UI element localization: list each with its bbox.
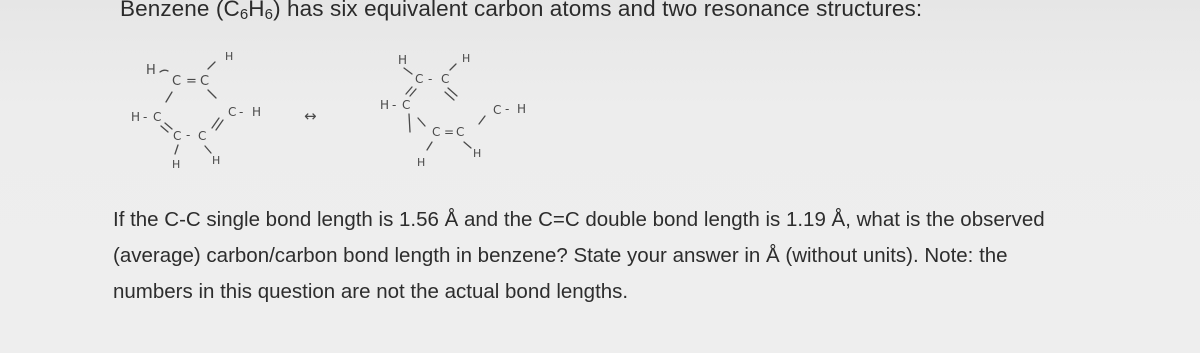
- bond-line: [427, 142, 432, 150]
- atom-c: C: [198, 129, 207, 143]
- heading-suffix: ) has six equivalent carbon atoms and two resonance structures:: [273, 0, 923, 21]
- heading-prefix: Benzene (C: [120, 0, 240, 21]
- bond-line: [404, 68, 412, 74]
- bond-line: [175, 145, 178, 154]
- atom-c: C: [415, 72, 424, 86]
- bond-line: [418, 118, 425, 126]
- double-bond-line: [165, 123, 172, 129]
- bond-line: [208, 62, 215, 69]
- resonance-structure-2: [380, 52, 526, 169]
- atom-c: C: [456, 125, 465, 139]
- atom-c: C: [228, 105, 237, 119]
- atom-h: H: [225, 50, 234, 63]
- heading: [120, 0, 922, 22]
- atom-c: C: [441, 72, 450, 86]
- bond-line: [464, 142, 471, 148]
- atom-c: C: [493, 103, 502, 117]
- heading-subscript-h: 6: [264, 6, 274, 23]
- bond-line: [205, 146, 211, 153]
- double-bond-line: [406, 87, 412, 94]
- atom-h: H: [146, 63, 156, 78]
- single-bond: -: [143, 110, 148, 124]
- atom-h: H: [172, 158, 181, 171]
- atom-h: H: [212, 154, 221, 167]
- atom-c: C: [153, 110, 162, 124]
- single-bond: -: [428, 72, 433, 86]
- double-bond-line: [448, 88, 457, 96]
- bond-line: [166, 92, 172, 102]
- heading-subscript-c: 6: [239, 6, 249, 23]
- resonance-structure-1: [131, 50, 261, 171]
- bond-line: [479, 116, 485, 124]
- atom-h: H: [517, 102, 527, 116]
- bond-line: [160, 70, 168, 72]
- bond-line: [208, 90, 216, 98]
- question-text: [113, 202, 1188, 310]
- question-line: numbers in this question are not the actual bond lengths.: [113, 280, 629, 303]
- single-bond: -: [186, 128, 191, 142]
- question-line: If the C-C single bond length is 1.56 Å and the C=C double bond length is 1.19 Å, what is the observed: [113, 208, 1045, 231]
- double-bond-line: [445, 92, 454, 100]
- atom-h: H: [131, 110, 141, 124]
- atom-h: H: [252, 105, 262, 119]
- double-bond-line: [410, 89, 416, 96]
- resonance-structures-drawing: [128, 42, 568, 182]
- atom-h: H: [380, 98, 390, 112]
- atom-c: C: [432, 125, 441, 139]
- single-bond: -: [392, 98, 397, 112]
- double-bond-line: [161, 126, 168, 132]
- resonance-arrow: ↔: [304, 107, 317, 125]
- double-bond: =: [444, 125, 455, 139]
- double-bond: =: [186, 74, 197, 89]
- atom-c: C: [402, 98, 411, 112]
- single-bond: -: [505, 102, 510, 116]
- bond-line: [450, 64, 456, 70]
- question-line: (average) carbon/carbon bond length in benzene? State your answer in Å (without units). Note: the: [113, 244, 1008, 267]
- atom-h: H: [417, 156, 426, 169]
- atom-c: C: [173, 129, 182, 143]
- atom-h: H: [473, 147, 482, 160]
- bond-line: [409, 114, 410, 132]
- atom-c: C: [172, 74, 182, 89]
- heading-h: H: [248, 0, 265, 21]
- atom-c: C: [200, 74, 210, 89]
- atom-h: H: [462, 52, 471, 65]
- atom-h: H: [398, 53, 408, 67]
- single-bond: -: [239, 105, 244, 119]
